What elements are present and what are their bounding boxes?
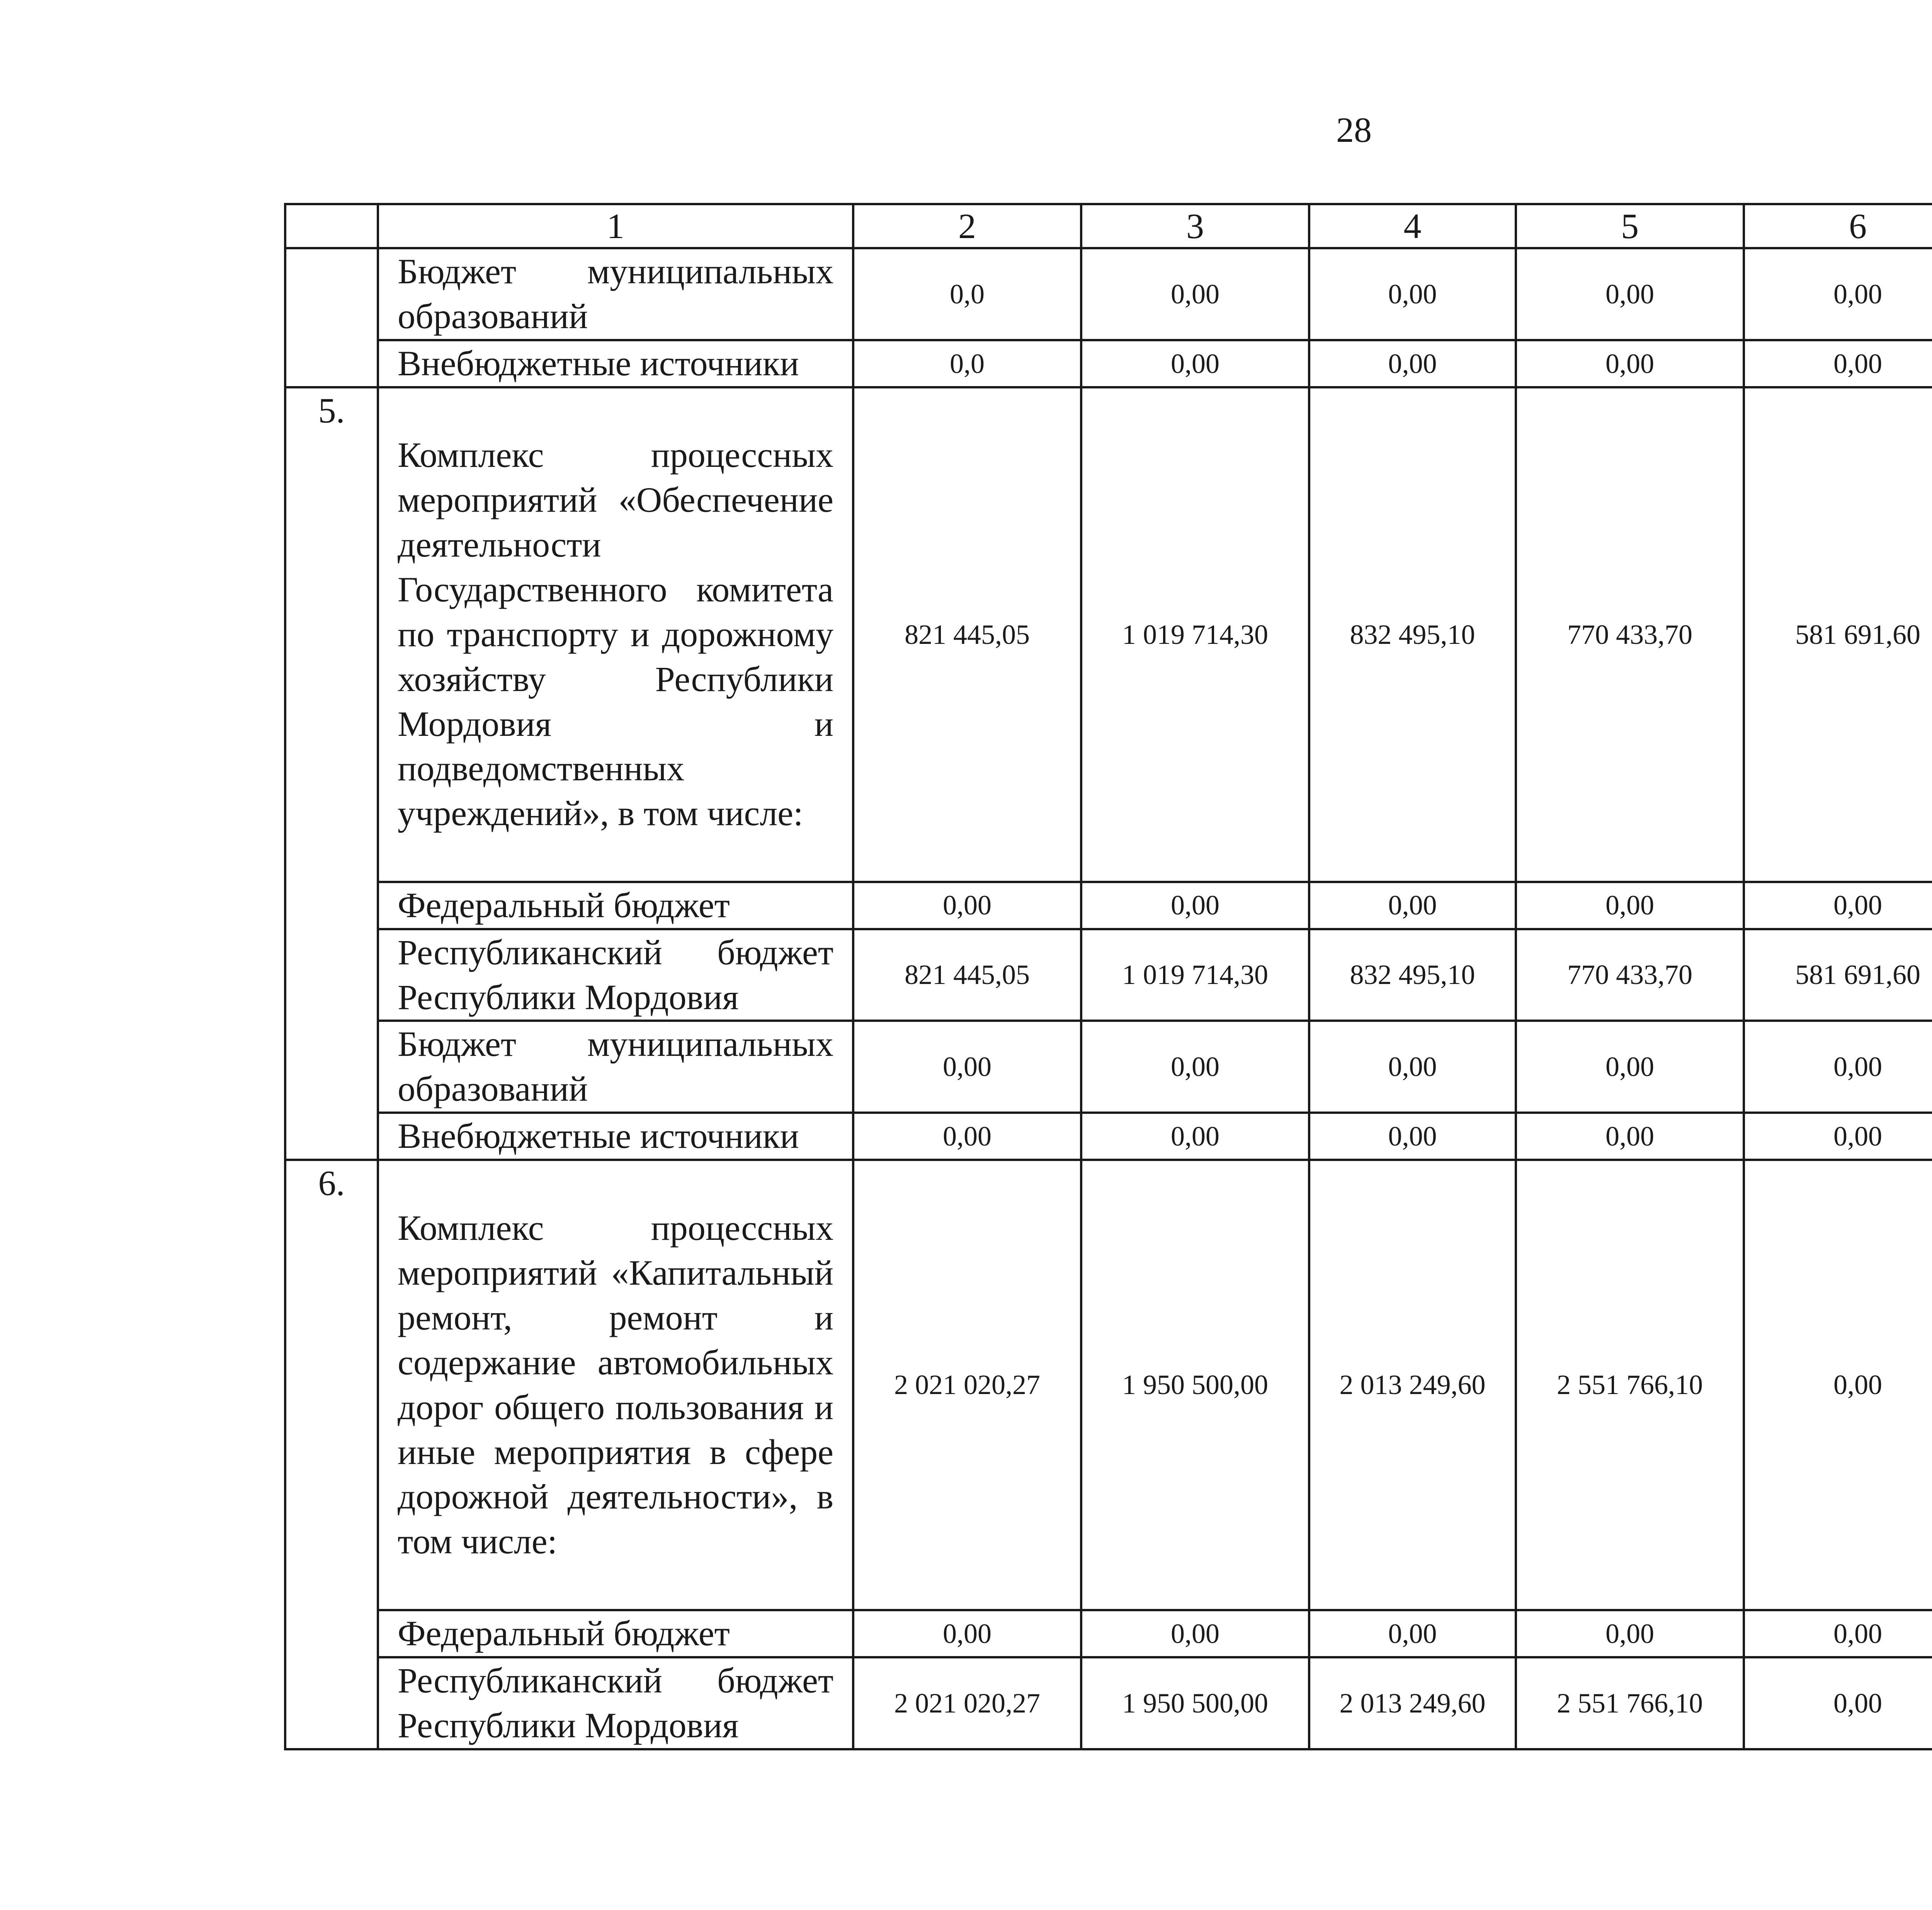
header-cell: 1 [378,204,853,248]
value-cell: 0,00 [853,882,1081,929]
table-row [285,1160,1932,1610]
value-cell: 0,00 [1744,1160,1932,1610]
table-row [285,1657,1932,1749]
value-cell: 2 551 766,10 [1516,1160,1744,1610]
row-name-cell: Бюджет муниципальных образований [378,248,853,340]
value-cell: 0,00 [1081,882,1309,929]
value-cell: 0,00 [853,1113,1081,1160]
header-cell: 3 [1081,204,1309,248]
header-cell: 6 [1744,204,1932,248]
row-name-cell: Внебюджетные источники [378,340,853,387]
header-cell [285,204,378,248]
table-row [285,1610,1932,1657]
value-cell: 0,00 [1309,340,1516,387]
budget-table [284,203,1932,1750]
value-cell: 0,00 [1744,1113,1932,1160]
table-header-row [285,204,1932,248]
table-row [285,387,1932,882]
value-cell: 0,00 [1309,882,1516,929]
table-row [285,1113,1932,1160]
row-name-cell: Комплекс процессных мероприятий «Обеспечение деятельности Государственного комитета по транспорту и дорожному хозяйству Республики Мордовия и подведомственных учреждений», в том числе: [378,387,853,882]
row-number-cell: 6. [285,1160,378,1749]
value-cell: 0,00 [1081,248,1309,340]
row-name-cell: Внебюджетные источники [378,1113,853,1160]
value-cell: 2 021 020,27 [853,1657,1081,1749]
value-cell: 2 021 020,27 [853,1160,1081,1610]
row-name-cell: Бюджет муниципальных образований [378,1021,853,1113]
value-cell: 0,00 [1309,1610,1516,1657]
table-row [285,248,1932,340]
value-cell: 0,00 [1309,1021,1516,1113]
value-cell: 2 013 249,60 [1309,1160,1516,1610]
value-cell: 832 495,10 [1309,387,1516,882]
value-cell: 0,00 [1744,1021,1932,1113]
table-row [285,340,1932,387]
value-cell: 0,0 [853,248,1081,340]
row-number-cell [285,248,378,387]
value-cell: 581 691,60 [1744,387,1932,882]
table-row [285,1021,1932,1113]
value-cell: 0,00 [1516,1021,1744,1113]
value-cell: 1 950 500,00 [1081,1160,1309,1610]
page-number: 28 [1336,110,1372,150]
table-row [285,929,1932,1021]
value-cell: 0,00 [1081,1021,1309,1113]
row-name-cell: Федеральный бюджет [378,882,853,929]
value-cell: 0,00 [1744,1657,1932,1749]
row-name-cell: Республиканский бюджет Республики Мордовия [378,1657,853,1749]
row-name-cell: Комплекс процессных мероприятий «Капитальный ремонт, ремонт и содержание автомобильных дорог общего пользования и иные мероприятия в сфере дорожной деятельности», в том числе: [378,1160,853,1610]
value-cell: 0,00 [1081,340,1309,387]
value-cell: 0,00 [1744,248,1932,340]
value-cell: 0,00 [1309,248,1516,340]
value-cell: 821 445,05 [853,387,1081,882]
row-name-cell: Федеральный бюджет [378,1610,853,1657]
value-cell: 2 551 766,10 [1516,1657,1744,1749]
value-cell: 1 019 714,30 [1081,387,1309,882]
table-row [285,882,1932,929]
value-cell: 0,00 [1516,1113,1744,1160]
value-cell: 821 445,05 [853,929,1081,1021]
value-cell: 0,00 [1744,1610,1932,1657]
value-cell: 832 495,10 [1309,929,1516,1021]
header-cell: 2 [853,204,1081,248]
value-cell: 0,0 [853,340,1081,387]
value-cell: 0,00 [1516,248,1744,340]
value-cell: 1 950 500,00 [1081,1657,1309,1749]
row-number-cell: 5. [285,387,378,1160]
value-cell: 0,00 [1516,340,1744,387]
value-cell: 770 433,70 [1516,387,1744,882]
header-cell: 5 [1516,204,1744,248]
value-cell: 2 013 249,60 [1309,1657,1516,1749]
value-cell: 0,00 [1516,1610,1744,1657]
value-cell: 0,00 [853,1021,1081,1113]
value-cell: 1 019 714,30 [1081,929,1309,1021]
value-cell: 0,00 [1516,882,1744,929]
row-name-cell: Республиканский бюджет Республики Мордовия [378,929,853,1021]
value-cell: 0,00 [1744,340,1932,387]
value-cell: 0,00 [1744,882,1932,929]
value-cell: 0,00 [1309,1113,1516,1160]
value-cell: 0,00 [1081,1113,1309,1160]
value-cell: 581 691,60 [1744,929,1932,1021]
value-cell: 0,00 [853,1610,1081,1657]
value-cell: 0,00 [1081,1610,1309,1657]
value-cell: 770 433,70 [1516,929,1744,1021]
header-cell: 4 [1309,204,1516,248]
